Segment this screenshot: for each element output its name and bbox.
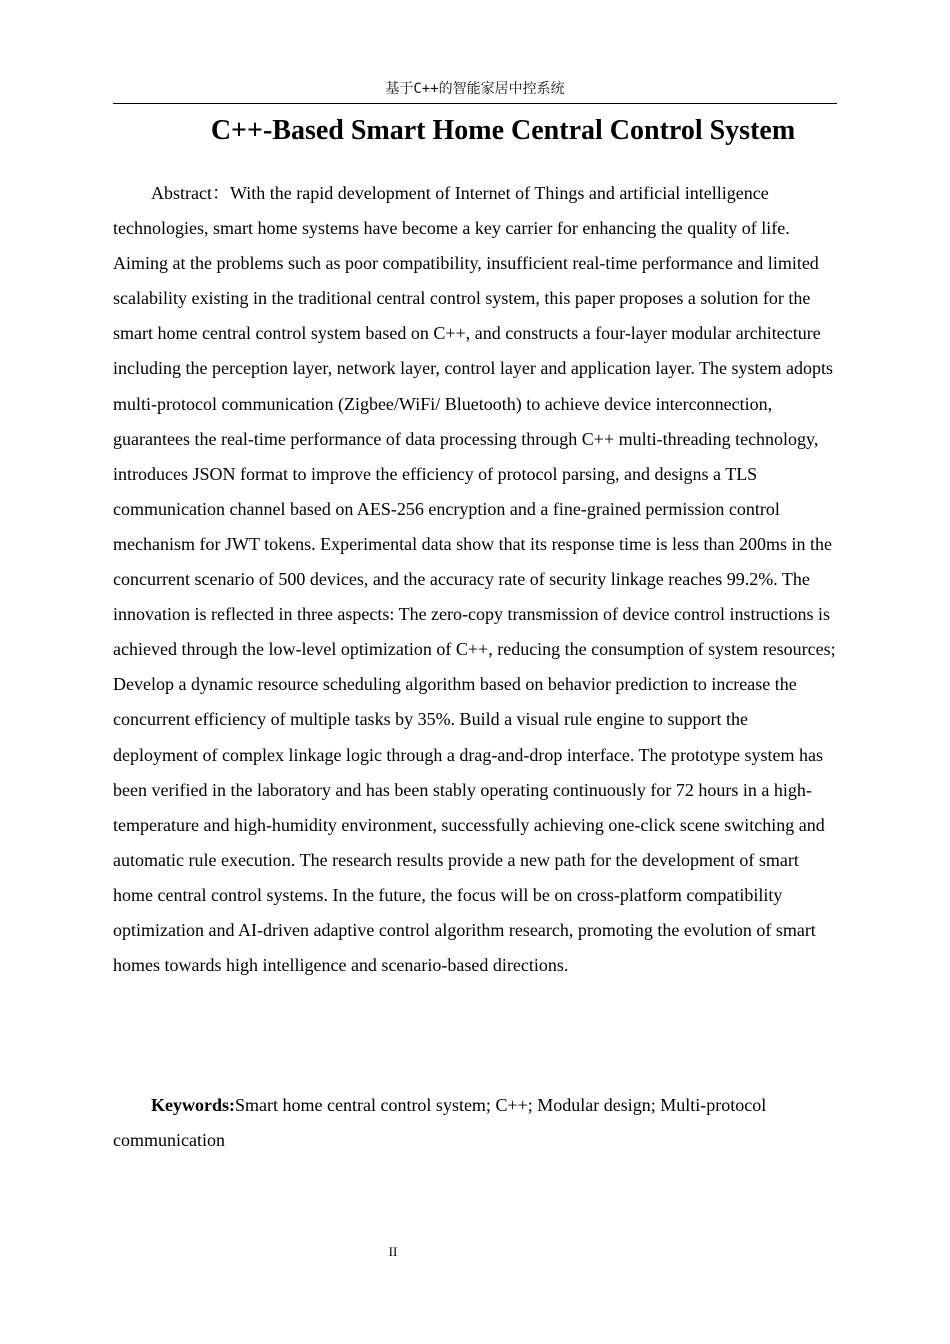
paper-title: C++-Based Smart Home Central Control System: [210, 115, 796, 146]
keywords-paragraph: [113, 1088, 837, 1158]
page-number: II: [388, 1244, 398, 1259]
keywords-text: Smart home central control system; C++; Modular design; Multi-protocol communication: [113, 1095, 767, 1151]
header-divider: [113, 103, 837, 104]
running-header: 基于C++的智能家居中控系统: [385, 81, 565, 97]
abstract-label: Abstract：: [151, 183, 230, 203]
abstract-text: With the rapid development of Internet of Things and artificial intelligence technologies, smart home systems have become a key carrier for enhancing the quality of life. Aiming at the problems such as poor compatibility, insufficient real-time performance and limited scalability existing in the traditional central control system, this paper proposes a solution for the smart home central control system based on C++, and constructs a four-layer modular architecture including the perception layer, network layer, control layer and application layer. The system adopts multi-protocol communication (Zigbee/WiFi/ Bluetooth) to achieve device interconnection, guarantees the real-time performance of data processing through C++ multi-threading technology, introduces JSON format to improve the efficiency of protocol parsing, and designs a TLS communication channel based on AES-256 encryption and a fine-grained permission control mechanism for JWT tokens. Experimental data show that its response time is less than 200ms in the concurrent scenario of 500 devices, and the accuracy rate of security linkage reaches 99.2%. The innovation is reflected in three aspects: The zero-copy transmission of device control instructions is achieved through the low-level optimization of C++, reducing the consumption of system resources; Develop a dynamic resource scheduling algorithm based on behavior prediction to increase the concurrent efficiency of multiple tasks by 35%. Build a visual rule engine to support the deployment of complex linkage logic through a drag-and-drop interface. The prototype system has been verified in the laboratory and has been stably operating continuously for 72 hours in a high-temperature and high-humidity environment, successfully achieving one-click scene switching and automatic rule execution. The research results provide a new path for the development of smart home central control systems. In the future, the focus will be on cross-platform compatibility optimization and AI-driven adaptive control algorithm research, promoting the evolution of smart homes towards high intelligence and scenario-based directions.: [113, 183, 836, 976]
keywords-label: Keywords:: [151, 1095, 235, 1115]
abstract-paragraph: [113, 176, 837, 983]
